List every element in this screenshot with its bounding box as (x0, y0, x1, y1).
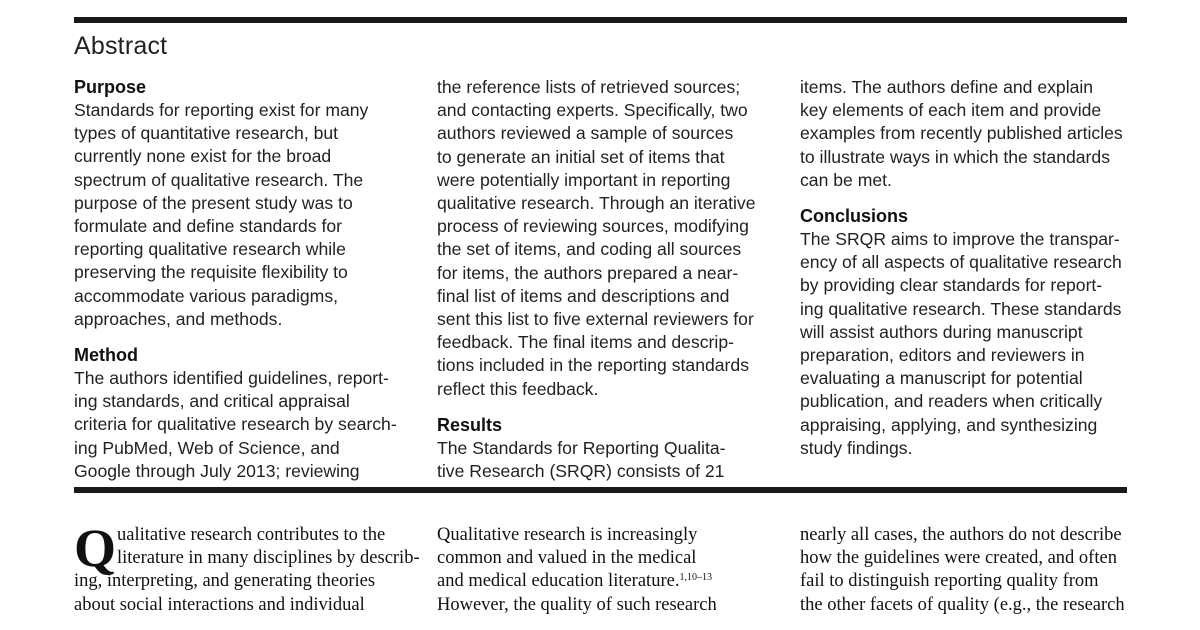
text-line: authors reviewed a sample of sources (437, 123, 734, 144)
text-line: The authors identified guidelines, report- (74, 368, 389, 389)
top-rule (74, 17, 1127, 23)
method-text-continued (437, 76, 767, 401)
text-line: to illustrate ways in which the standards (800, 146, 1110, 167)
text-line: tive Research (SRQR) consists of 21 (437, 461, 725, 482)
text-line: process of reviewing sources, modifying (437, 216, 749, 237)
text-line: feedback. The final items and descrip- (437, 332, 734, 353)
text-line: fail to distinguish reporting quality from (800, 571, 1099, 592)
text-line: final list of items and descriptions and (437, 285, 730, 306)
text-line: evaluating a manuscript for potential (800, 368, 1083, 389)
text-line: the set of items, and coding all sources (437, 239, 742, 260)
text-line: currently none exist for the broad (74, 146, 332, 167)
text-line: Google through July 2013; reviewing (74, 460, 360, 481)
text-line: ing qualitative research. These standards (800, 298, 1122, 319)
text-line: The SRQR aims to improve the transpar- (800, 229, 1120, 250)
text-line: Standards for reporting exist for many (74, 100, 369, 120)
text-line: The Standards for Reporting Qualita- (437, 437, 726, 458)
results-text (437, 437, 767, 483)
method-text (74, 367, 404, 483)
text-line: sent this list to five external reviewers for (437, 309, 754, 330)
text-line: nearly all cases, the authors do not describe (800, 525, 1122, 545)
text-line: criteria for qualitative research by search- (74, 414, 397, 435)
text-line: spectrum of qualitative research. The (74, 169, 364, 190)
text-line: for items, the authors prepared a near- (437, 262, 739, 283)
text-line: can be met. (800, 169, 892, 190)
text-line: to generate an initial set of items that (437, 146, 725, 167)
text-line: examples from recently published articles (800, 123, 1123, 144)
abstract-column-2 (437, 76, 767, 483)
abstract-column-3 (800, 76, 1130, 460)
body-column-2 (437, 524, 767, 617)
text-line: publication, and readers when critically (800, 391, 1103, 412)
conclusions-text (800, 228, 1130, 460)
text-line: purpose of the present study was to (74, 192, 353, 213)
text-line: qualitative research. Through an iterative (437, 193, 756, 214)
text-line: and contacting experts. Specifically, two (437, 100, 748, 121)
text-line: common and valued in the medical (437, 548, 697, 569)
section-divider-rule (74, 487, 1127, 493)
text-line: were potentially important in reporting (437, 169, 731, 190)
text-line: ing standards, and critical appraisal (74, 391, 350, 412)
text-line: the other facets of quality (e.g., the research (800, 594, 1125, 615)
citation-superscript: 1,10–13 (679, 572, 712, 584)
text-line: preparation, editors and reviewers in (800, 345, 1085, 366)
body-text (437, 524, 767, 570)
body-line: ualitative research contributes to the (117, 525, 386, 545)
text-line: literature in many disciplines by describ- (117, 548, 420, 569)
text-line: accommodate various paradigms, (74, 285, 339, 306)
purpose-heading: Purpose (74, 77, 147, 97)
body-text (74, 547, 420, 617)
text-line: tions included in the reporting standards (437, 355, 749, 376)
text-line: preserving the requisite flexibility to (74, 262, 348, 283)
results-heading: Results (437, 414, 503, 435)
text-line: key elements of each item and provide (800, 100, 1102, 121)
abstract-column-1 (74, 76, 404, 483)
text-line: reflect this feedback. (437, 378, 599, 399)
conclusions-heading: Conclusions (800, 206, 909, 227)
method-heading: Method (74, 345, 138, 366)
body-line: However, the quality of such research (437, 594, 717, 615)
text-line: approaches, and methods. (74, 308, 283, 329)
drop-cap: Q (74, 518, 117, 578)
text-line: how the guidelines were created, and often (800, 548, 1117, 569)
text-line: by providing clear standards for report- (800, 275, 1103, 296)
body-text (800, 524, 1130, 617)
text-line: items. The authors define and explain (800, 77, 1094, 97)
body-line: and medical education literature.$^{1,10-13}$ (437, 571, 712, 592)
text-line: about social interactions and individual (74, 594, 365, 615)
results-text-continued (800, 76, 1130, 192)
text-line: formulate and define standards for (74, 216, 342, 237)
text-line: appraising, applying, and synthesizing (800, 414, 1098, 435)
text-line: the reference lists of retrieved sources; (437, 77, 741, 97)
text-line: Qualitative research is increasingly (437, 525, 698, 545)
body-column-1 (74, 518, 420, 617)
text-line: reporting qualitative research while (74, 239, 346, 260)
text-line: will assist authors during manuscript (800, 321, 1083, 342)
text-line: ing PubMed, Web of Science, and (74, 437, 340, 458)
text-line: ing, interpreting, and generating theories (74, 571, 376, 592)
abstract-heading: Abstract (74, 32, 168, 60)
text-line: types of quantitative research, but (74, 123, 339, 144)
purpose-text (74, 99, 404, 331)
text-line: study findings. (800, 437, 913, 458)
body-column-3 (800, 524, 1130, 617)
text-line: ency of all aspects of qualitative research (800, 252, 1122, 273)
